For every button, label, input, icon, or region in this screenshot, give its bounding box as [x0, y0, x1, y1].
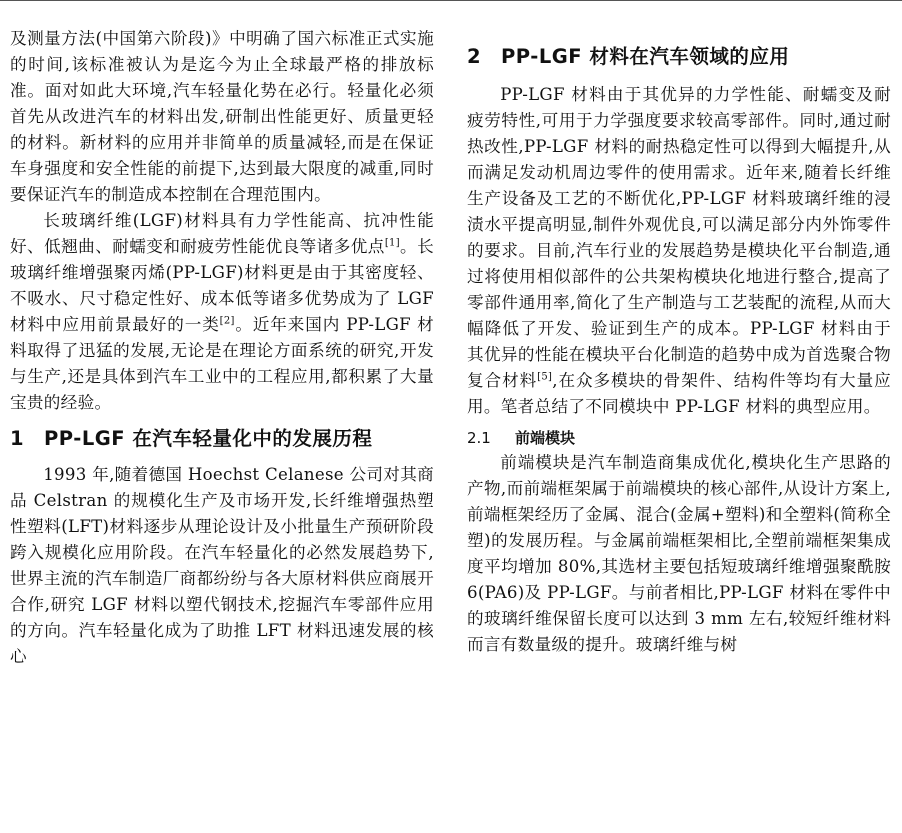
page-top-rule: [0, 0, 902, 1]
lgf-advantages-text-b: 。长玻璃纤维增强聚丙烯(PP-LGF)材料更是由于其密度轻、不吸水、尺寸稳定性好、成本低等诸多优势成为了 LGF 材料中应用前景最好的一类: [10, 237, 434, 334]
citation-ref-2: [2]: [219, 315, 235, 327]
section-number: 1: [10, 427, 25, 450]
subsection-number: 2.1: [467, 429, 491, 447]
left-column: [10, 26, 434, 670]
paragraph-lgf-advantages: [10, 208, 434, 416]
paragraph-automotive-applications: [467, 82, 891, 420]
paragraph-emission-standard: 及测量方法(中国第六阶段)》中明确了国六标准正式实施的时间,该标准被认为是迄今为止全球最严格的排放标准。面对如此大环境,汽车轻量化势在必行。轻量化必须首先从改进汽车的材料出发,研制出性能更好、质量更轻的材料。新材料的应用并非简单的质量减轻,而是在保证车身强度和安全性能的前提下,达到最大限度的减重,同时要保证汽车的制造成本控制在合理范围内。: [10, 29, 434, 204]
section-heading-1: [10, 426, 434, 452]
citation-ref-1: [1]: [384, 237, 400, 249]
lgf-advantages-text-a: 长玻璃纤维(LGF)材料具有力学性能高、抗冲性能好、低翘曲、耐蠕变和耐疲劳性能优良等诸多优点: [10, 211, 434, 256]
section-heading-2: [467, 44, 891, 70]
citation-ref-5: [5]: [537, 371, 553, 383]
subsection-title: 前端模块: [515, 429, 576, 447]
section-number: 2: [467, 45, 482, 68]
section-title: PP-LGF 材料在汽车领域的应用: [501, 45, 790, 68]
section-title: PP-LGF 在汽车轻量化中的发展历程: [44, 427, 373, 450]
paragraph-lft-history: 1993 年,随着德国 Hoechst Celanese 公司对其商品 Celstran 的规模化生产及市场开发,长纤维增强热塑性塑料(LFT)材料逐步从理论设计及小批量生产预研阶段跨入规模化应用阶段。在汽车轻量化的必然发展趋势下,世界主流的汽车制造厂商都纷纷与各大原材料供应商展开合作,研究 LGF 材料以塑代钢技术,挖掘汽车零部件应用的方向。汽车轻量化成为了助推 LFT 材料迅速发展的核心: [10, 465, 434, 666]
right-column: [467, 26, 891, 658]
lgf-advantages-text-c: 。近年来国内 PP-LGF 材料取得了迅猛的发展,无论是在理论方面系统的研究,开发与生产,还是具体到汽车工业中的工程应用,都积累了大量宝贵的经验。: [10, 315, 434, 412]
applications-text-b: ,在众多模块的骨架件、结构件等均有大量应用。笔者总结了不同模块中 PP-LGF 材料的典型应用。: [467, 371, 891, 416]
applications-text-a: PP-LGF 材料由于其优异的力学性能、耐蠕变及耐疲劳特性,可用于力学强度要求较高零部件。同时,通过耐热改性,PP-LGF 材料的耐热稳定性可以得到大幅提升,从而满足发动机周边零件的使用需求。近年来,随着长纤维生产设备及工艺的不断优化,PP-LGF 材料玻璃纤维的浸渍水平提高明显,制件外观优良,可以满足部分内外饰零件的要求。目前,汽车行业的发展趋势是模块化平台制造,通过将使用相似部件的公共架构模块化地进行整合,提高了零部件通用率,简化了生产制造与工艺装配的流程,从而大幅降低了开发、验证到生产的成本。PP-LGF 材料由于其优异的性能在模块平台化制造的趋势中成为首选聚合物复合材料: [467, 85, 891, 390]
paragraph-front-end-module: 前端模块是汽车制造商集成优化,模块化生产思路的产物,而前端框架属于前端模块的核心部件,从设计方案上,前端框架经历了金属、混合(金属+塑料)和全塑料(简称全塑)的发展历程。与金属前端框架相比,全塑前端框架集成度平均增加 80%,其选材主要包括短玻璃纤维增强聚酰胺 6(PA6)及 PP-LGF。与前者相比,PP-LGF 材料在零件中的玻璃纤维保留长度可以达到 3 mm 左右,较短纤维材料而言有数量级的提升。玻璃纤维与树: [467, 453, 891, 654]
subsection-heading-2-1: [467, 426, 891, 450]
